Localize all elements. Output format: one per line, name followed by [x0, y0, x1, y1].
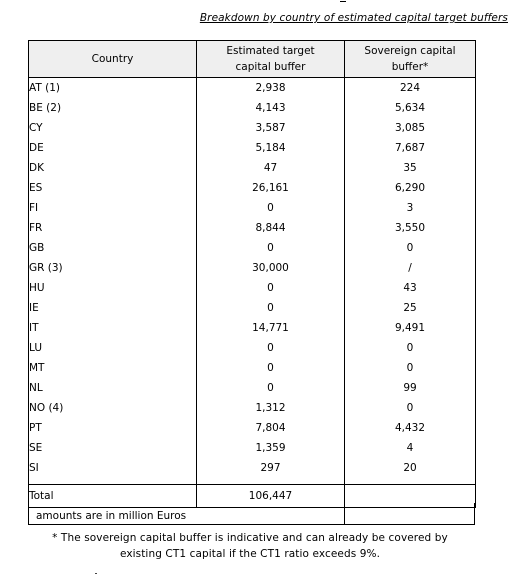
sovereign-buffer-cell: 3,550	[345, 218, 476, 238]
table-row	[29, 218, 476, 238]
country-cell: GR (3)	[29, 258, 197, 278]
table-row	[29, 318, 476, 338]
table-row	[29, 158, 476, 178]
country-cell: GB	[29, 238, 197, 258]
footnote	[30, 530, 470, 562]
estimated-buffer-cell: 2,938	[197, 78, 345, 99]
estimated-buffer-cell: 1,312	[197, 398, 345, 418]
estimated-buffer-cell: 0	[197, 338, 345, 358]
table-row	[29, 198, 476, 218]
sovereign-buffer-cell: 6,290	[345, 178, 476, 198]
estimated-buffer-cell: 1,359	[197, 438, 345, 458]
sovereign-buffer-cell: 0	[345, 398, 476, 418]
header-estimated-line1: Estimated target	[226, 45, 315, 57]
sovereign-buffer-cell: 0	[345, 338, 476, 358]
country-cell: FI	[29, 198, 197, 218]
country-cell: HU	[29, 278, 197, 298]
total-estimated: 106,447	[197, 485, 345, 508]
country-cell: AT (1)	[29, 78, 197, 99]
table-row	[29, 178, 476, 198]
sovereign-buffer-cell: 35	[345, 158, 476, 178]
table-row	[29, 238, 476, 258]
table-row	[29, 418, 476, 438]
estimated-buffer-cell: 26,161	[197, 178, 345, 198]
footnote-line2: existing CT1 capital if the CT1 ratio exceeds 9%.	[119, 548, 381, 560]
estimated-buffer-cell: 3,587	[197, 118, 345, 138]
country-cell: SI	[29, 458, 197, 478]
country-cell: DK	[29, 158, 197, 178]
sovereign-buffer-cell: 7,687	[345, 138, 476, 158]
sovereign-buffer-cell: 4	[345, 438, 476, 458]
table-row	[29, 378, 476, 398]
sovereign-buffer-cell: 224	[345, 78, 476, 99]
sovereign-buffer-cell: /	[345, 258, 476, 278]
sovereign-buffer-cell: 3	[345, 198, 476, 218]
sovereign-buffer-cell: 25	[345, 298, 476, 318]
estimated-buffer-cell: 297	[197, 458, 345, 478]
country-cell: NL	[29, 378, 197, 398]
header-sovereign-line1: Sovereign capital	[364, 45, 456, 57]
country-cell: NO (4)	[29, 398, 197, 418]
sovereign-buffer-cell: 5,634	[345, 98, 476, 118]
estimated-buffer-cell: 0	[197, 298, 345, 318]
table-header-row	[29, 41, 476, 78]
country-cell: IE	[29, 298, 197, 318]
table-row	[29, 278, 476, 298]
sovereign-buffer-cell: 0	[345, 358, 476, 378]
country-cell: FR	[29, 218, 197, 238]
decorative-dash	[340, 1, 346, 2]
estimated-buffer-cell: 0	[197, 358, 345, 378]
header-estimated-buffer	[197, 41, 345, 78]
estimated-buffer-cell: 8,844	[197, 218, 345, 238]
table-row	[29, 258, 476, 278]
estimated-buffer-cell: 7,804	[197, 418, 345, 438]
estimated-buffer-cell: 0	[197, 278, 345, 298]
header-estimated-line2: capital buffer	[235, 61, 306, 73]
table-row	[29, 138, 476, 158]
table-row	[29, 78, 476, 99]
decorative-dot	[95, 573, 97, 574]
country-cell: PT	[29, 418, 197, 438]
sovereign-buffer-cell: 3,085	[345, 118, 476, 138]
table-row	[29, 358, 476, 378]
estimated-buffer-cell: 30,000	[197, 258, 345, 278]
country-cell: MT	[29, 358, 197, 378]
table-row	[29, 298, 476, 318]
country-cell: DE	[29, 138, 197, 158]
estimated-buffer-cell: 0	[197, 238, 345, 258]
country-cell: ES	[29, 178, 197, 198]
total-label: Total	[29, 485, 197, 508]
table-row	[29, 98, 476, 118]
table-row	[29, 458, 476, 478]
footnote-line1: * The sovereign capital buffer is indicative and can already be covered by	[52, 532, 448, 544]
estimated-buffer-cell: 5,184	[197, 138, 345, 158]
estimated-buffer-cell: 0	[197, 198, 345, 218]
country-cell: LU	[29, 338, 197, 358]
header-sovereign-line2: buffer*	[391, 61, 429, 73]
capital-buffer-table	[28, 40, 476, 508]
header-country: Country	[29, 41, 197, 78]
estimated-buffer-cell: 0	[197, 378, 345, 398]
table-row	[29, 118, 476, 138]
estimated-buffer-cell: 4,143	[197, 98, 345, 118]
estimated-buffer-cell: 47	[197, 158, 345, 178]
table-caption: Breakdown by country of estimated capital target buffers	[199, 12, 508, 24]
header-sovereign-buffer	[345, 41, 476, 78]
country-cell: CY	[29, 118, 197, 138]
country-cell: SE	[29, 438, 197, 458]
sovereign-buffer-cell: 9,491	[345, 318, 476, 338]
units-note-row	[28, 503, 475, 525]
table-row	[29, 438, 476, 458]
sovereign-buffer-cell: 99	[345, 378, 476, 398]
sovereign-buffer-cell: 43	[345, 278, 476, 298]
table-row	[29, 398, 476, 418]
sovereign-buffer-cell: 20	[345, 458, 476, 478]
country-cell: IT	[29, 318, 197, 338]
estimated-buffer-cell: 14,771	[197, 318, 345, 338]
country-cell: BE (2)	[29, 98, 197, 118]
table-body	[29, 78, 476, 479]
table-row	[29, 338, 476, 358]
sovereign-buffer-cell: 4,432	[345, 418, 476, 438]
units-note: amounts are in million Euros	[36, 510, 187, 522]
sovereign-buffer-cell: 0	[345, 238, 476, 258]
units-note-divider	[344, 503, 345, 524]
